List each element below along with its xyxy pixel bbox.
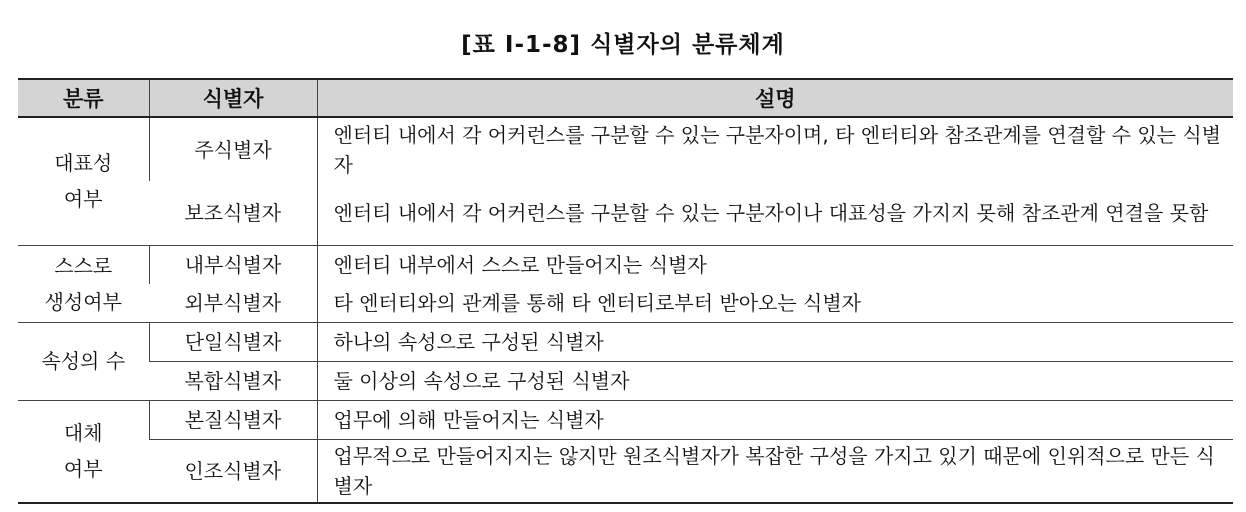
category-label: 대표성 여부	[54, 151, 113, 212]
description-cell: 둘 이상의 속성으로 구성된 식별자	[317, 361, 1233, 400]
identifier-cell: 단일식별자	[149, 322, 317, 361]
identifier-cell: 내부식별자	[149, 245, 317, 284]
category-cell	[18, 117, 149, 245]
description-cell: 엔터티 내부에서 스스로 만들어지는 식별자	[317, 245, 1233, 284]
category-cell	[18, 245, 149, 322]
header-identifier: 식별자	[149, 79, 317, 117]
description-cell: 하나의 속성으로 구성된 식별자	[317, 322, 1233, 361]
category-label: 스스로 생성여부	[44, 253, 122, 314]
header-row	[18, 79, 1233, 117]
identifier-cell: 주식별자	[149, 117, 317, 181]
identifier-cell: 본질식별자	[149, 400, 317, 439]
header-description: 설명	[317, 79, 1233, 117]
category-cell	[18, 322, 149, 400]
description-cell: 업무에 의해 만들어지는 식별자	[317, 400, 1233, 439]
category-label: 속성의 수	[41, 349, 126, 373]
identifier-cell: 보조식별자	[149, 181, 317, 245]
category-cell	[18, 400, 149, 503]
table-title: [표 Ⅰ-1-8] 식별자의 분류체계	[461, 32, 785, 58]
identifier-cell: 인조식별자	[149, 439, 317, 503]
table-row	[18, 284, 1233, 323]
description-cell: 엔터티 내에서 각 어커런스를 구분할 수 있는 구분자이나 대표성을 가지지 못해 참조관계 연결을 못함	[317, 181, 1233, 245]
identifier-cell: 복합식별자	[149, 361, 317, 400]
table-row	[18, 245, 1233, 284]
table-row	[18, 439, 1233, 503]
description-cell: 업무적으로 만들어지지는 않지만 원조식별자가 복잡한 구성을 가지고 있기 때문에 인위적으로 만든 식별자	[317, 439, 1233, 503]
table-row	[18, 181, 1233, 245]
identifier-classification-table	[18, 78, 1233, 504]
description-cell: 타 엔터티와의 관계를 통해 타 엔터티로부터 받아오는 식별자	[317, 284, 1233, 323]
table-row	[18, 400, 1233, 439]
header-classification: 분류	[18, 79, 149, 117]
description-cell: 엔터티 내에서 각 어커런스를 구분할 수 있는 구분자이며, 타 엔터티와 참조관계를 연결할 수 있는 식별자	[317, 117, 1233, 181]
table-row	[18, 361, 1233, 400]
identifier-cell: 외부식별자	[149, 284, 317, 323]
table-row	[18, 322, 1233, 361]
table-row	[18, 117, 1233, 181]
category-label: 대체 여부	[63, 421, 103, 482]
